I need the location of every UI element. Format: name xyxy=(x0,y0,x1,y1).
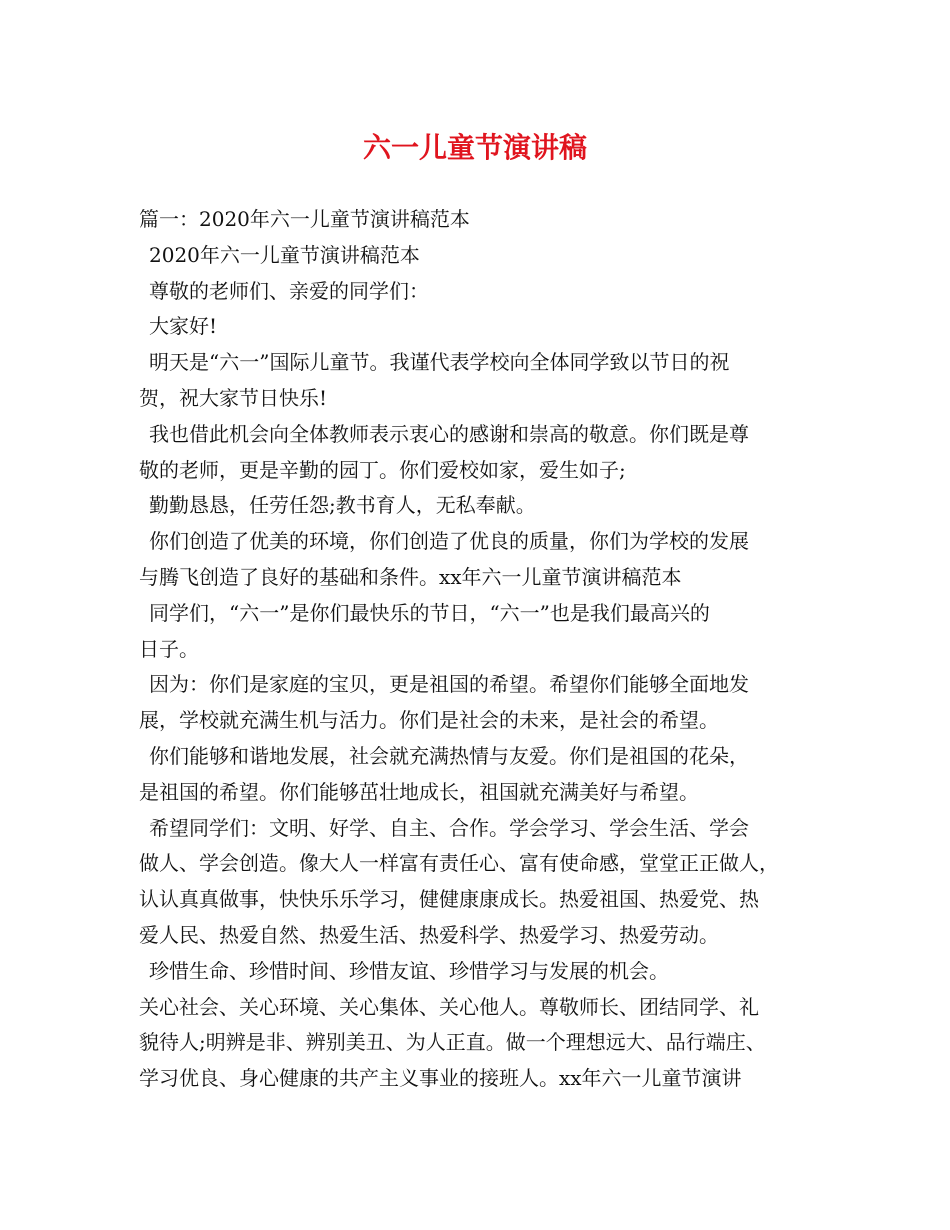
document-title: 六一儿童节演讲稿 xyxy=(362,131,587,164)
text-line: 貌待人;明辨是非、辨别美丑、为人正直。做一个理想远大、品行端庄、 xyxy=(139,1030,766,1055)
text-line: 2020年六一儿童节演讲稿范本 xyxy=(149,242,420,267)
text-line: 你们创造了优美的环境，你们创造了优良的质量，你们为学校的发展 xyxy=(149,529,749,554)
text-line: 我也借此机会向全体教师表示衷心的感谢和崇高的敬意。你们既是尊 xyxy=(149,421,749,446)
text-line: 展，学校就充满生机与活力。你们是社会的未来，是社会的希望。 xyxy=(139,708,719,733)
text-line: 篇一：2020年六一儿童节演讲稿范本 xyxy=(139,207,470,231)
text-line: 明天是“六一”国际儿童节。我谨代表学校向全体同学致以节日的祝 xyxy=(149,350,730,375)
text-line: 珍惜生命、珍惜时间、珍惜友谊、珍惜学习与发展的机会。 xyxy=(149,958,669,983)
text-line: 勤勤恳恳，任劳任怨;教书育人，无私奉献。 xyxy=(149,493,536,518)
text-line: 学习优良、身心健康的共产主义事业的接班人。xx年六一儿童节演讲 xyxy=(139,1066,742,1091)
text-line: 因为：你们是家庭的宝贝，更是祖国的希望。希望你们能够全面地发 xyxy=(149,672,749,697)
document-body xyxy=(139,202,819,1097)
text-line: 日子。 xyxy=(139,636,199,661)
text-line: 是祖国的希望。你们能够茁壮地成长，祖国就充满美好与希望。 xyxy=(139,779,699,804)
text-line: 爱人民、热爱自然、热爱生活、热爱科学、热爱学习、热爱劳动。 xyxy=(139,922,719,947)
text-line: 大家好! xyxy=(149,314,218,339)
text-line: 认认真真做事，快快乐乐学习，健健康康成长。热爱祖国、热爱党、热 xyxy=(139,887,759,912)
text-line: 关心社会、关心环境、关心集体、关心他人。尊敬师长、团结同学、礼 xyxy=(139,994,759,1019)
text-line: 同学们，“六一”是你们最快乐的节日，“六一”也是我们最高兴的 xyxy=(149,600,710,625)
text-line: 你们能够和谐地发展，社会就充满热情与友爱。你们是祖国的花朵， xyxy=(149,743,749,768)
text-line: 做人、学会创造。像大人一样富有责任心、富有使命感，堂堂正正做人， xyxy=(139,851,779,876)
text-line: 贺，祝大家节日快乐! xyxy=(139,385,328,410)
text-line: 与腾飞创造了良好的基础和条件。xx年六一儿童节演讲稿范本 xyxy=(139,564,682,589)
text-line: 尊敬的老师们、亲爱的同学们： xyxy=(149,278,429,303)
text-line: 希望同学们：文明、好学、自主、合作。学会学习、学会生活、学会 xyxy=(149,815,749,840)
text-line: 敬的老师，更是辛勤的园丁。你们爱校如家，爱生如子; xyxy=(139,457,626,482)
